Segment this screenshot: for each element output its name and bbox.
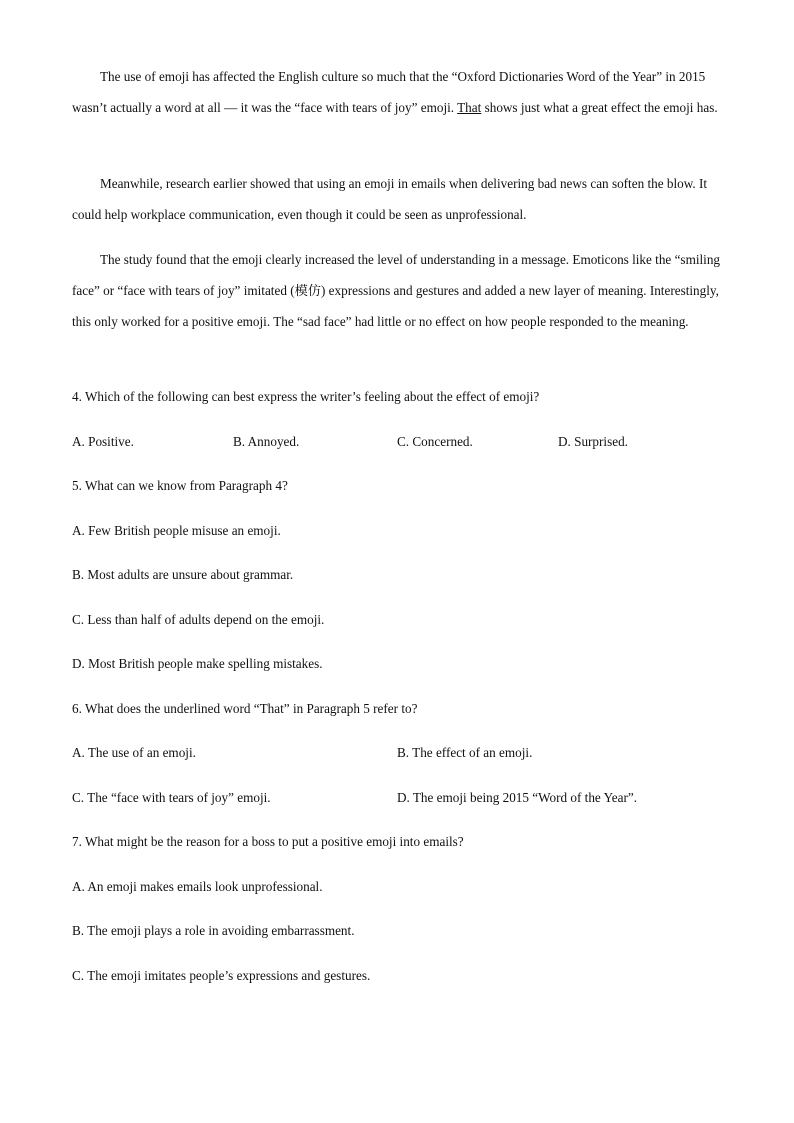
- paragraph-text: Meanwhile, research earlier showed that using an emoji in emails when delivering bad news can soften the blow. It could help workplace communication, even though it could be seen as unprofessional.: [72, 176, 708, 222]
- passage-paragraph-5: [72, 61, 722, 123]
- question-7-option-a[interactable]: A. An emoji makes emails look unprofessional.: [72, 879, 323, 894]
- question-4-option-a[interactable]: A. Positive.: [72, 434, 134, 449]
- question-5-option-a[interactable]: A. Few British people misuse an emoji.: [72, 523, 281, 538]
- paragraph-text: shows just what a great effect the emoji has.: [481, 100, 718, 115]
- underlined-word: That: [457, 100, 482, 115]
- passage-paragraph-7: [72, 244, 722, 337]
- question-6-option-b[interactable]: B. The effect of an emoji.: [397, 745, 533, 760]
- question-7-stem: 7. What might be the reason for a boss to put a positive emoji into emails?: [72, 834, 464, 849]
- question-5-option-c[interactable]: C. Less than half of adults depend on the emoji.: [72, 612, 325, 627]
- question-6-option-d[interactable]: D. The emoji being 2015 “Word of the Year”.: [397, 790, 638, 805]
- question-6-option-c[interactable]: C. The “face with tears of joy” emoji.: [72, 790, 271, 805]
- passage-paragraph-6: [72, 168, 722, 230]
- paragraph-text: The use of emoji has affected the English culture so much that the “Oxford Dictionaries Word of the Year” in 2015 wasn’t actually a word at all — it was the “face with tears of joy” emoji.: [72, 69, 706, 115]
- question-5-option-d[interactable]: D. Most British people make spelling mistakes.: [72, 656, 323, 671]
- question-6-option-a[interactable]: A. The use of an emoji.: [72, 745, 196, 760]
- question-6-stem: 6. What does the underlined word “That” in Paragraph 5 refer to?: [72, 701, 418, 716]
- question-4-option-d[interactable]: D. Surprised.: [558, 434, 628, 449]
- question-4-option-c[interactable]: C. Concerned.: [397, 434, 473, 449]
- question-5-option-b[interactable]: B. Most adults are unsure about grammar.: [72, 567, 294, 582]
- question-7-option-c[interactable]: C. The emoji imitates people’s expressions and gestures.: [72, 968, 371, 983]
- question-7-option-b[interactable]: B. The emoji plays a role in avoiding embarrassment.: [72, 923, 355, 938]
- question-4-stem: 4. Which of the following can best express the writer’s feeling about the effect of emoji?: [72, 389, 540, 404]
- question-4-option-b[interactable]: B. Annoyed.: [233, 434, 300, 449]
- question-5-stem: 5. What can we know from Paragraph 4?: [72, 478, 288, 493]
- paragraph-text: The study found that the emoji clearly increased the level of understanding in a message. Emoticons like the “smiling face” or “face with tears of joy” imitated (模仿) expressions and gestures and added a new layer of meaning. Interestingly, this only worked for a positive emoji. The “sad face” had little or no effect on how people responded to the meaning.: [72, 252, 721, 329]
